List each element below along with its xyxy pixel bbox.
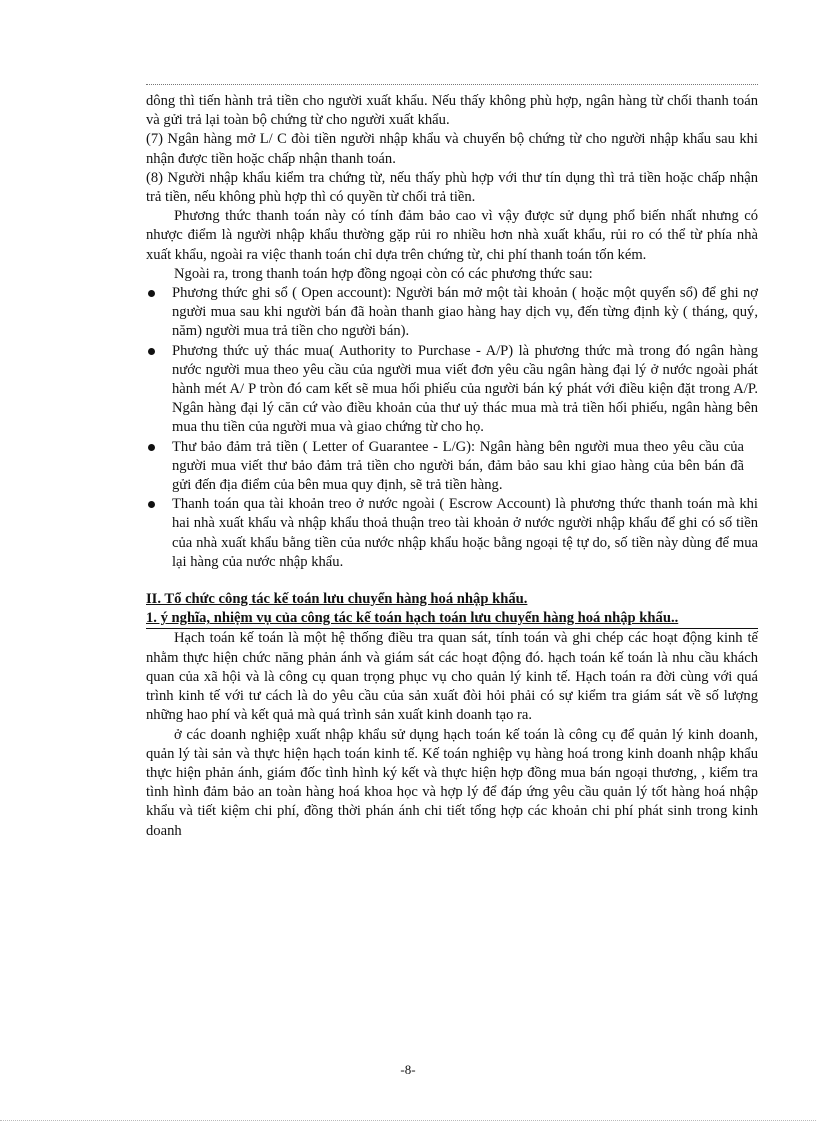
bullet-icon: [148, 348, 155, 355]
paragraph: ở các doanh nghiệp xuất nhập khẩu sử dụng hạch toán kế toán là công cụ để quản lý kinh doanh, quản lý tài sản và thực hiện hạch toán kinh tế. Kế toán nghiệp vụ hàng hoá trong kinh doanh nhập khẩu thực hiện phản ánh, giám đốc tình hình ký kết và thực hiện hợp đồng mua bán ngoại thương, , kiểm tra tình hình đảm bảo an toàn hàng hoá khoa học và hợp lý để đáp ứng yêu cầu quản lý tốt hàng hoá nhập khẩu và tiết kiệm chi phí, đồng thời phán ánh chi tiết tổng hợp các khoản chi phí phát sinh trong kinh doanh: [146, 726, 758, 839]
section-heading: II. Tổ chức công tác kế toán lưu chuyển hàng hoá nhập khẩu.: [146, 591, 528, 608]
bullet-icon: [148, 501, 155, 508]
page-body: [146, 92, 758, 841]
paragraph: Ngoài ra, trong thanh toán hợp đồng ngoại còn có các phương thức sau:: [174, 265, 593, 282]
section-spacer: [146, 572, 758, 590]
bullet-icon: [148, 444, 155, 451]
page-number: -8-: [400, 1062, 416, 1077]
list-item-text: Thanh toán qua tài khoản treo ở nước ngoài ( Escrow Account) là phương thức thanh toán mà khi hai nhà xuất khẩu và nhập khẩu thoả thuận treo tài khoản ở nước người nhập khẩu để ghi có số tiền của nhà xuất khẩu bằng tiền của nước nhập khẩu hoặc bằng ngoại tệ tự do, số tiền này dùng để mua lại hàng của nước nhập khẩu.: [172, 496, 758, 570]
subsection-heading: 1. ý nghĩa, nhiệm vụ của công tác kế toán hạch toán lưu chuyển hàng hoá nhập khẩu..: [146, 609, 758, 629]
paragraph: Phương thức thanh toán này có tính đảm bảo cao vì vậy được sử dụng phổ biến nhất nhưng có nhược điểm là người nhập khẩu thường gặp rủi ro nhiều hơn nhà xuất khẩu, rủi ro có thể từ phía nhà xuất khẩu, ngoài ra việc thanh toán chỉ dựa trên chứng từ, chi phí thanh toán tốn kém.: [146, 208, 758, 263]
paragraph: Hạch toán kế toán là một hệ thống điều tra quan sát, tính toán và ghi chép các hoạt động kinh tế nhằm thực hiện chức năng phản ánh và giám sát các hoạt động đó. hạch toán kế toán là nhu cầu khách quan của xã hội và là công cụ quan trọng phục vụ cho quản lý kinh tế. Hạch toán ra đời cùng với quá trình kinh tế với tư cách là do yêu cầu của sản xuất đòi hỏi phải có sự kiểm tra giám sát về số lượng những hao phí và kết quả mà quá trình sản xuất kinh doanh tạo ra.: [146, 630, 758, 724]
footer-rule: [0, 1120, 816, 1121]
bullet-icon: [148, 290, 155, 297]
list-item: [146, 284, 758, 342]
list-item: [146, 495, 758, 572]
list-item: [146, 342, 758, 438]
list-item-text: Phương thức ghi sổ ( Open account): Người bán mở một tài khoản ( hoặc một quyển sổ) để ghi nợ người mua sau khi người bán đã hoàn thanh giao hàng hay dịch vụ, đến từng định kỳ ( tháng, quý, năm) người mua trả tiền cho người bán).: [172, 285, 758, 340]
list-item-text: Phương thức uỷ thác mua( Authority to Purchase - A/P) là phương thức mà trong đó ngân hàng nước người mua theo yêu cầu của người mua viết đơn yêu cầu ngân hàng đại lý ở nước ngoài phát hành mét A/ P tròn đó cam kết sẽ mua hối phiếu của người bán ký phát với điều kiện đặt trong A/P. Ngân hàng đại lý căn cứ vào điều khoản của thư uỷ thác mua mà trả tiền hối phiếu, ngân hàng bên mua thu tiền của người mua và giao chứng từ cho họ.: [172, 342, 758, 436]
paragraph: dông thì tiến hành trả tiền cho người xuất khẩu. Nếu thấy không phù hợp, ngân hàng từ chối thanh toán và gửi trả lại toàn bộ chứng từ cho người xuất khẩu.: [146, 93, 758, 129]
header-rule: [146, 84, 758, 85]
list-item-text: Thư bảo đảm trả tiền ( Letter of Guarantee - L/G): Ngân hàng bên người mua theo yêu cầu của người mua viết thư bảo đảm trả tiền cho người bán, đảm bảo sau khi giao hàng của bên bán đã gửi đến địa điểm của bên mua quy định, sẽ trả tiền hàng.: [172, 438, 744, 494]
payment-methods-list: [146, 284, 758, 572]
list-item: [146, 438, 758, 496]
paragraph: (7) Ngân hàng mở L/ C đòi tiền người nhập khẩu và chuyển bộ chứng từ cho người nhập khẩu sau khi nhận được tiền hoặc chấp nhận thanh toán.: [146, 131, 758, 167]
paragraph: (8) Người nhập khẩu kiểm tra chứng từ, nếu thấy phù hợp với thư tín dụng thì trả tiền hoặc chấp nhận trả tiền, nếu không phù hợp thì có quyền từ chối trả tiền.: [146, 169, 758, 206]
